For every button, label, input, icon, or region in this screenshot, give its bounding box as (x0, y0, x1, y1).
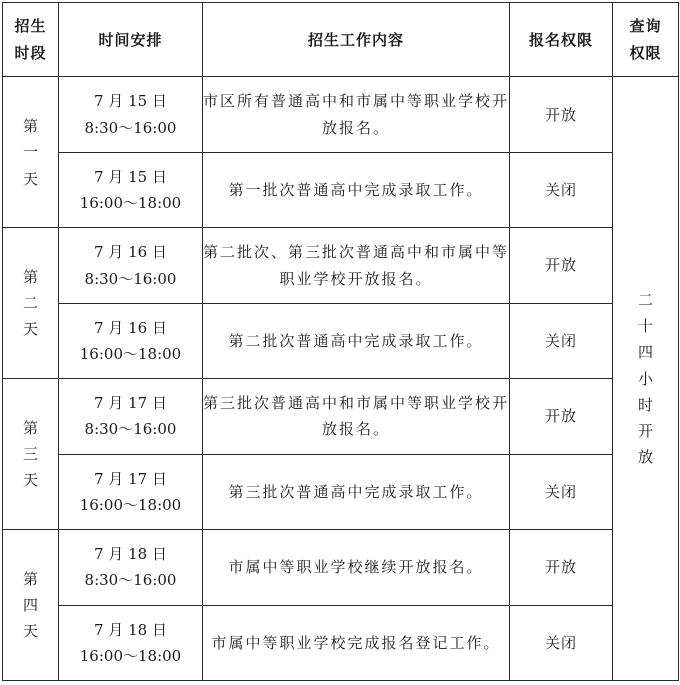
permission-cell: 开放 (510, 530, 613, 605)
table-row (3, 152, 679, 227)
date-text: 7 月 16 日 (94, 243, 167, 262)
table-row (3, 454, 679, 529)
permission-cell: 关闭 (510, 605, 613, 681)
header-time: 时间安排 (59, 3, 203, 77)
content-cell: 市属中等职业学校继续开放报名。 (203, 530, 510, 605)
table-row (3, 379, 679, 454)
time-range-text: 16:00～18:00 (79, 495, 182, 514)
permission-cell: 开放 (510, 379, 613, 454)
time-cell (59, 152, 203, 227)
permission-cell: 开放 (510, 77, 613, 152)
time-cell (59, 454, 203, 529)
time-range-text: 8:30～16:00 (84, 571, 177, 590)
content-cell: 市属中等职业学校完成报名登记工作。 (203, 605, 510, 681)
time-cell (59, 303, 203, 378)
time-cell (59, 530, 203, 605)
date-text: 7 月 18 日 (94, 545, 167, 564)
day-label: 第 三 天 (3, 379, 59, 530)
day-label: 第 二 天 (3, 228, 59, 379)
time-range-text: 8:30～16:00 (84, 118, 177, 137)
time-range-text: 8:30～16:00 (84, 420, 177, 439)
table-row (3, 530, 679, 605)
content-cell: 市区所有普通高中和市属中等职业学校开放报名。 (203, 77, 510, 152)
time-range-text: 16:00～18:00 (79, 194, 182, 213)
time-range-text: 16:00～18:00 (79, 344, 182, 363)
table-row (3, 228, 679, 303)
day-label: 第 一 天 (3, 77, 59, 228)
time-cell (59, 77, 203, 152)
content-cell: 第二批次、第三批次普通高中和市属中等职业学校开放报名。 (203, 228, 510, 303)
header-permission: 报名权限 (510, 3, 613, 77)
header-phase: 招生 时段 (3, 3, 59, 77)
content-cell: 第三批次普通高中完成录取工作。 (203, 454, 510, 529)
date-text: 7 月 18 日 (94, 620, 167, 639)
enrollment-schedule-table (2, 2, 679, 681)
date-text: 7 月 15 日 (94, 167, 167, 186)
permission-cell: 关闭 (510, 454, 613, 529)
header-query: 查询 权限 (613, 3, 679, 77)
permission-cell: 关闭 (510, 303, 613, 378)
header-row (3, 3, 679, 77)
permission-cell: 关闭 (510, 152, 613, 227)
content-cell: 第三批次普通高中和市属中等职业学校开放报名。 (203, 379, 510, 454)
time-range-text: 8:30～16:00 (84, 269, 177, 288)
content-cell: 第一批次普通高中完成录取工作。 (203, 152, 510, 227)
table-row (3, 605, 679, 681)
date-text: 7 月 17 日 (94, 394, 167, 413)
query-permission-cell: 二 十 四 小 时 开 放 (613, 77, 679, 681)
table-row (3, 77, 679, 152)
permission-cell: 开放 (510, 228, 613, 303)
time-cell (59, 605, 203, 681)
time-range-text: 16:00～18:00 (79, 646, 182, 665)
header-content: 招生工作内容 (203, 3, 510, 77)
content-cell: 第二批次普通高中完成录取工作。 (203, 303, 510, 378)
date-text: 7 月 16 日 (94, 318, 167, 337)
day-label: 第 四 天 (3, 530, 59, 681)
time-cell (59, 379, 203, 454)
table-row (3, 303, 679, 378)
date-text: 7 月 15 日 (94, 92, 167, 111)
time-cell (59, 228, 203, 303)
date-text: 7 月 17 日 (94, 469, 167, 488)
